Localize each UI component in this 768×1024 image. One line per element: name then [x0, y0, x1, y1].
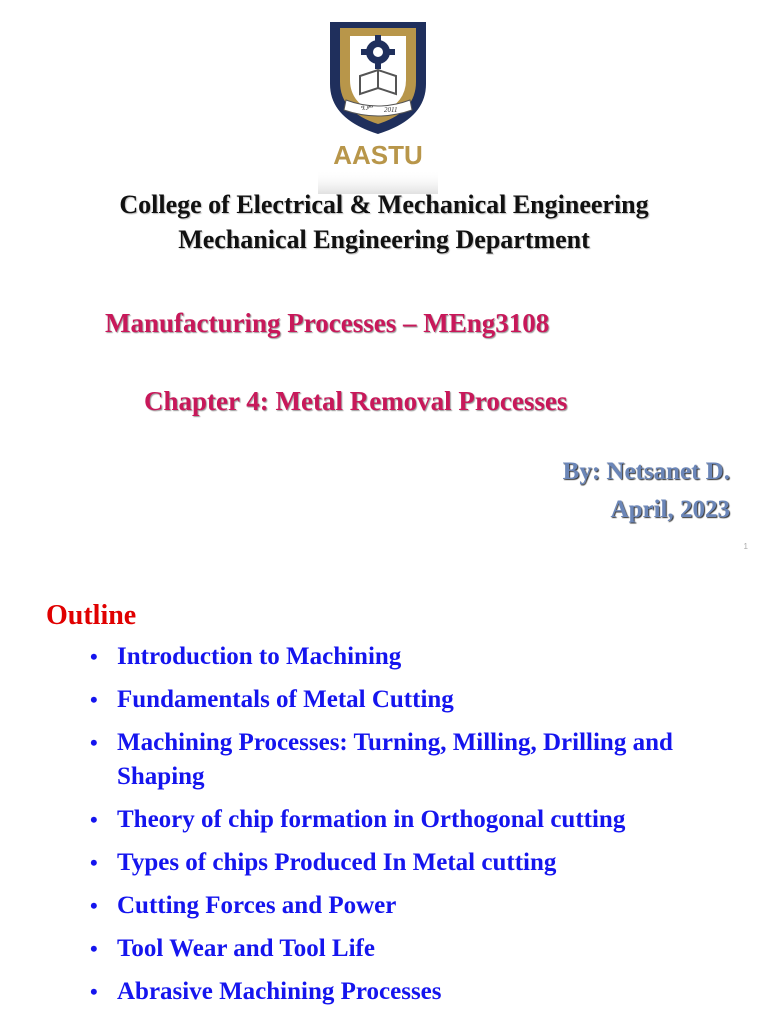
list-item: • Machining Processes: Turning, Milling, Drilling and Shaping	[88, 726, 738, 794]
list-item: • Fundamentals of Metal Cutting	[88, 683, 738, 717]
svg-text:2011: 2011	[384, 106, 398, 114]
outline-heading: Outline	[46, 600, 137, 631]
author: By: Netsanet D.	[562, 458, 730, 485]
bullet-icon: •	[90, 687, 98, 712]
list-item: • Tool Wear and Tool Life	[88, 932, 738, 966]
course-title: Manufacturing Processes – MEng3108	[105, 308, 550, 338]
list-item: • Introduction to Machining	[88, 640, 738, 674]
bullet-icon: •	[90, 644, 98, 669]
date: April, 2023	[610, 496, 730, 523]
bullet-icon: •	[90, 730, 98, 755]
college-name: College of Electrical & Mechanical Engineering	[119, 190, 649, 219]
bullet-icon: •	[90, 936, 98, 961]
bullet-icon: •	[90, 850, 98, 875]
department-name: Mechanical Engineering Department	[178, 225, 590, 254]
logo-wordmark: AASTU	[333, 140, 423, 170]
svg-text:ዓ.ም: ዓ.ም	[360, 104, 373, 112]
aastu-logo	[308, 14, 448, 194]
page-number: 1	[743, 542, 748, 551]
chapter-title: Chapter 4: Metal Removal Processes	[144, 386, 568, 416]
list-item: • Abrasive Machining Processes	[88, 975, 738, 1009]
outline-list	[88, 640, 738, 1018]
list-item: • Cutting Forces and Power	[88, 889, 738, 923]
bullet-icon: •	[90, 979, 98, 1004]
list-item: • Types of chips Produced In Metal cutting	[88, 846, 738, 880]
list-item: • Theory of chip formation in Orthogonal cutting	[88, 803, 738, 837]
outline-slide	[0, 560, 768, 1024]
bullet-icon: •	[90, 807, 98, 832]
bullet-icon: •	[90, 893, 98, 918]
